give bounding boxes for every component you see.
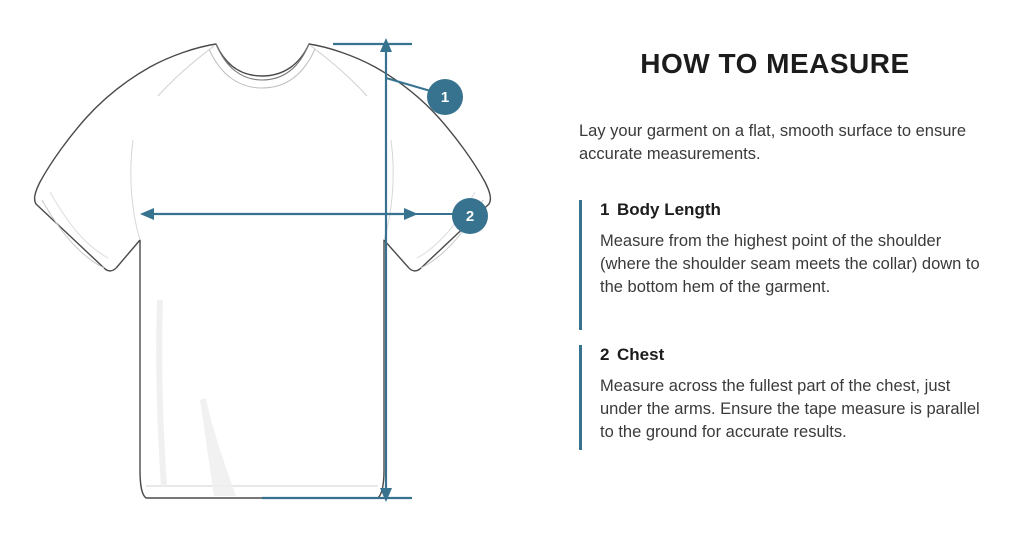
tshirt-outline	[35, 44, 491, 498]
body-length-arrowhead-bottom	[380, 488, 392, 502]
badge-2[interactable]: 2	[452, 198, 488, 234]
section-1-body: Measure from the highest point of the shoulder (where the shoulder seam meets the collar) down to the bottom hem of the garment.	[600, 232, 980, 297]
instructions-panel	[560, 0, 1024, 555]
section-2-label: Chest	[617, 345, 665, 364]
section-1-number: 1	[600, 200, 610, 219]
section-2-heading	[600, 345, 991, 365]
intro-text: Lay your garment on a flat, smooth surface to ensure accurate measurements.	[579, 122, 967, 164]
section-chest	[579, 345, 991, 450]
section-2-number: 2	[600, 345, 610, 364]
section-1-heading	[600, 200, 991, 220]
section-2-body: Measure across the fullest part of the chest, just under the arms. Ensure the tape measure is parallel to the ground for accurate results.	[600, 377, 980, 442]
section-body-length	[579, 200, 991, 330]
badge-1[interactable]: 1	[427, 79, 463, 115]
section-1-label: Body Length	[617, 200, 721, 219]
page-title: HOW TO MEASURE	[640, 48, 910, 79]
